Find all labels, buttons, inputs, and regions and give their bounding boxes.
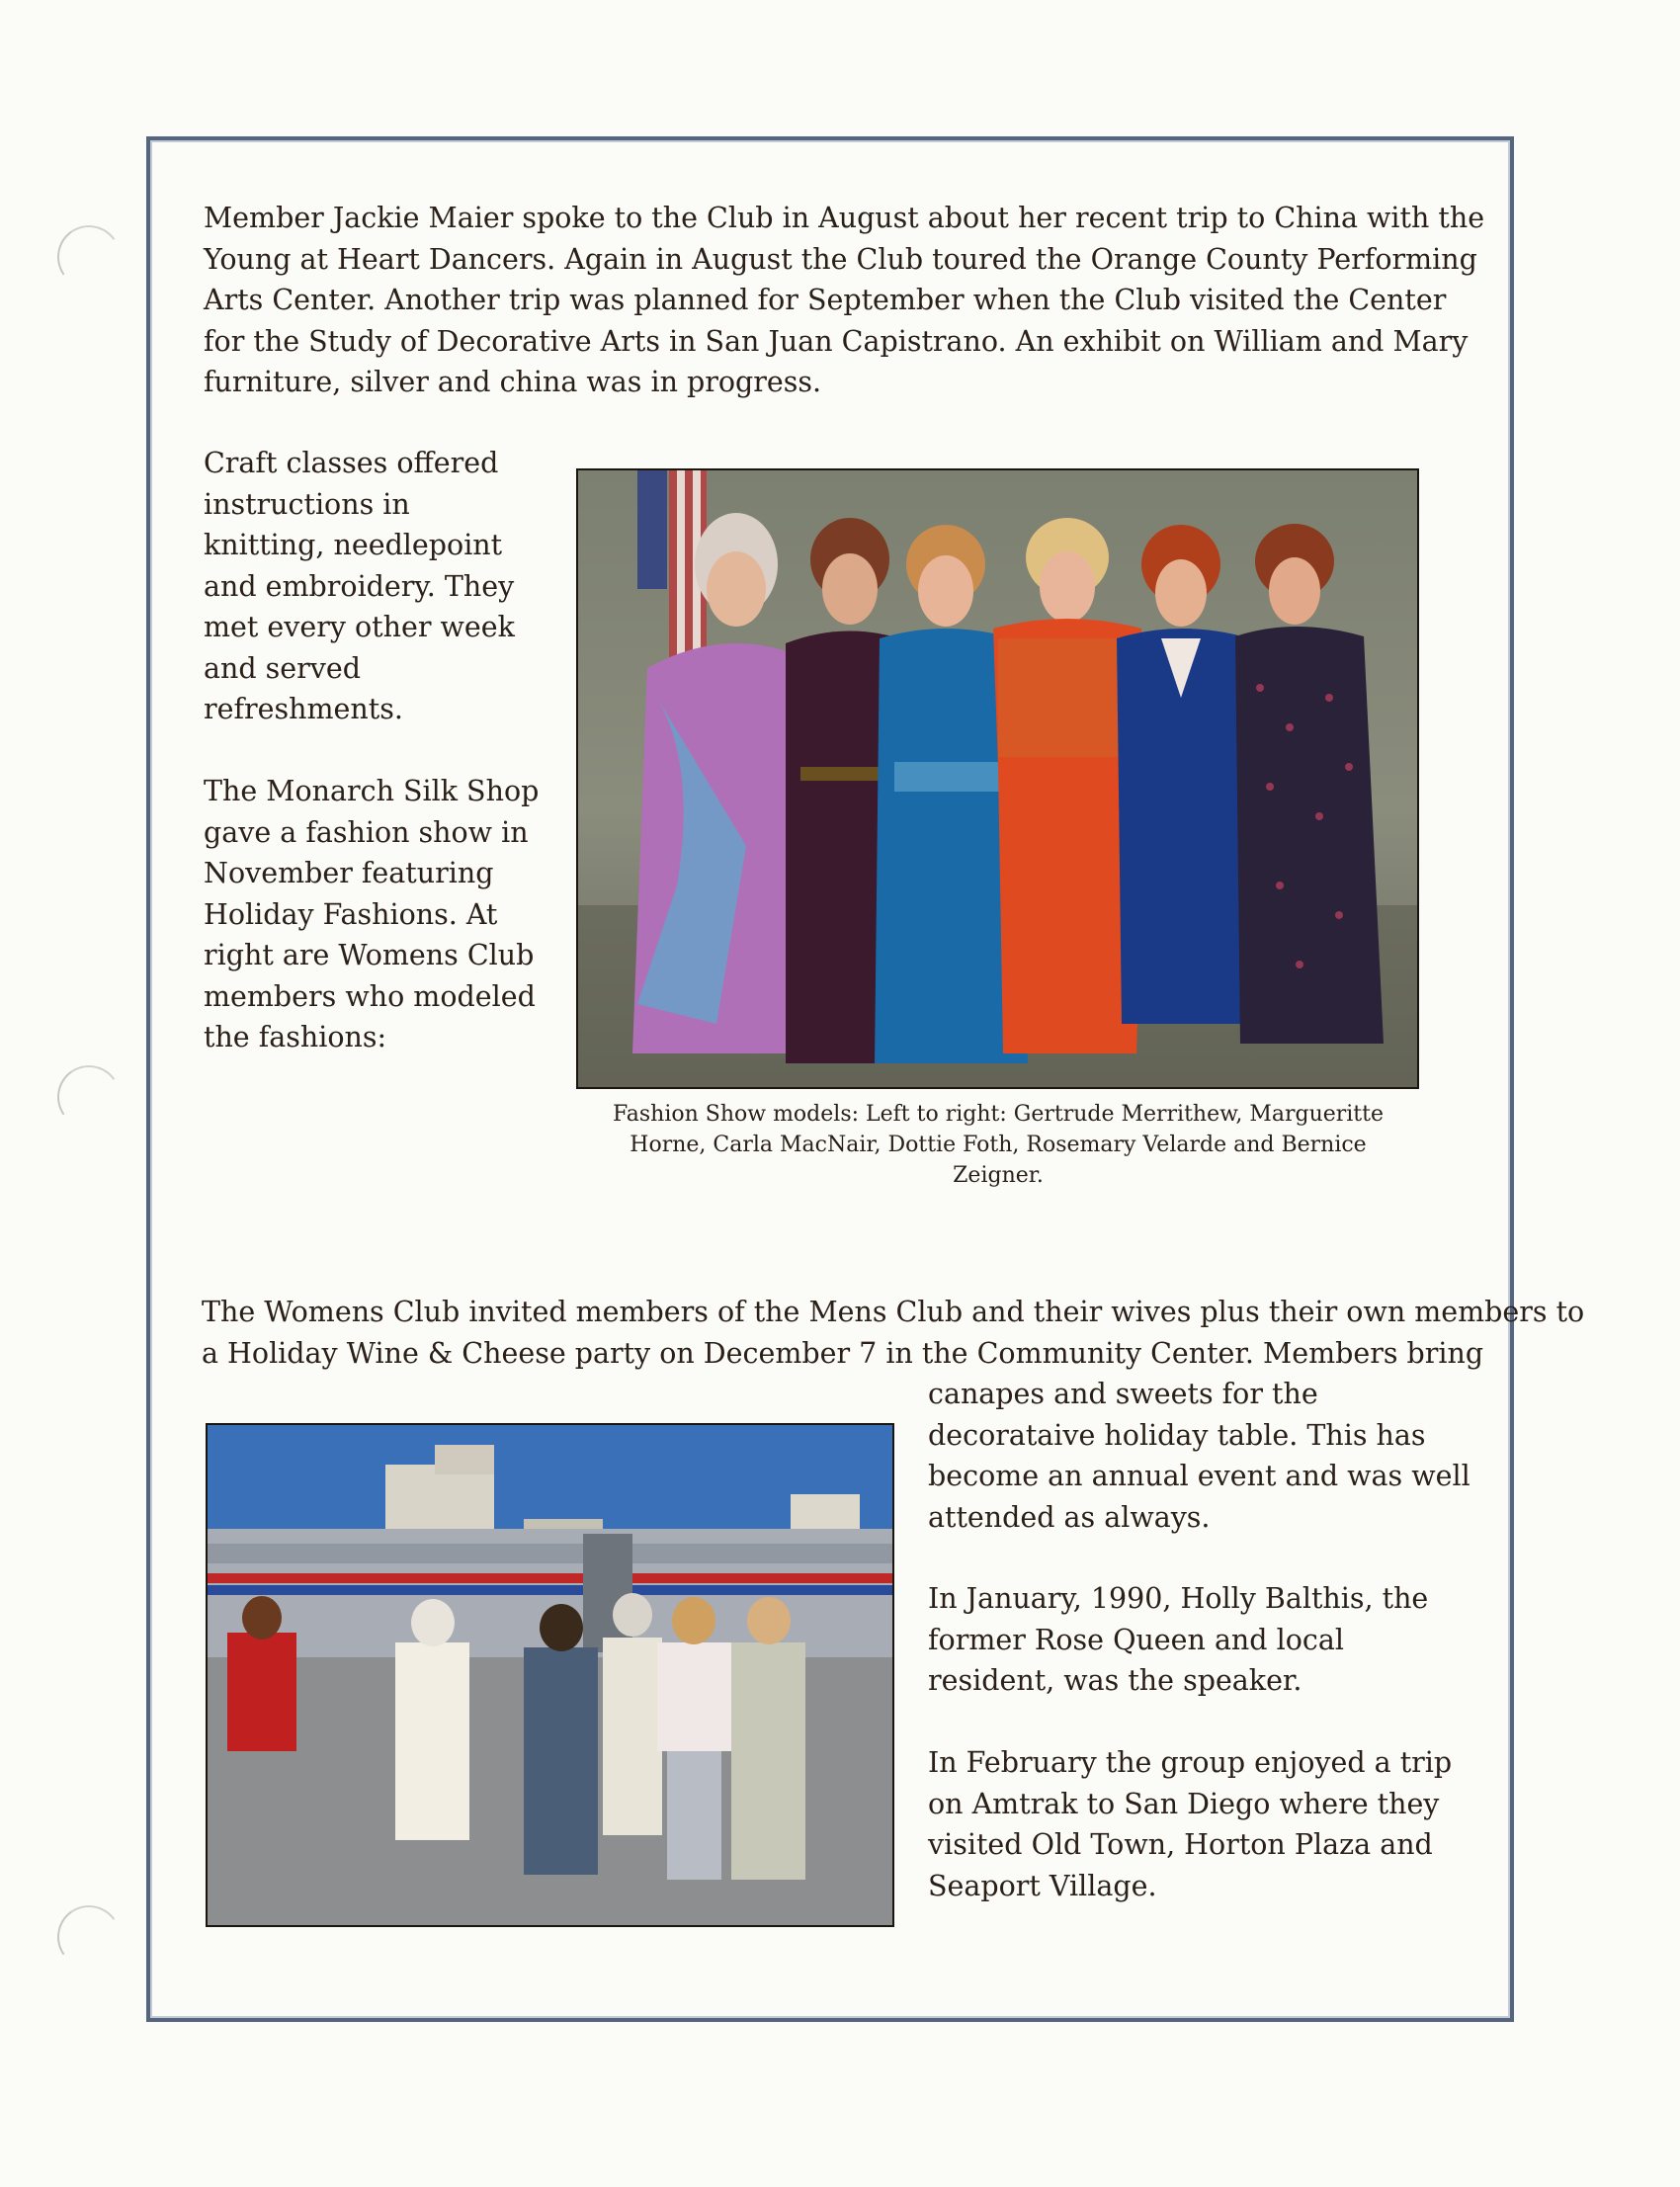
holiday-party-continuation: canapes and sweets for the decorataive holiday table. This has become an annual event and was well attended as always. — [928, 1378, 1470, 1534]
holiday-party-line-2: a Holiday Wine & Cheese party on December 7 in the Community Center. Members bring — [202, 1337, 1484, 1370]
binder-hole-bottom — [52, 1900, 126, 1974]
binder-hole-top — [52, 220, 126, 294]
intro-paragraph: Member Jackie Maier spoke to the Club in August about her recent trip to China with the Young at Heart Dancers. Again in August the Club toured the Orange County Performing Arts Center. Another trip was planned for September when the Club visited the Center for the Study of Decorative Arts in San Juan Capistrano. An exhibit on William and Mary furniture, silver and china was in progress. — [204, 202, 1485, 398]
fashion-show-paragraph: The Monarch Silk Shop gave a fashion show in November featuring Holiday Fashions. At right are Womens Club members who modeled the fashions: — [204, 775, 540, 1053]
january-speaker-paragraph: In January, 1990, Holly Balthis, the former Rose Queen and local resident, was the speaker. — [928, 1582, 1429, 1697]
fashion-photo-caption: Fashion Show models: Left to right: Gertrude Merrithew, Margueritte Horne, Carla MacNair, Dottie Foth, Rosemary Velarde and Bernice Zeigner. — [612, 1102, 1385, 1188]
amtrak-trip-photo — [206, 1423, 894, 1927]
february-trip-paragraph: In February the group enjoyed a trip on Amtrak to San Diego where they visited Old Town, Horton Plaza and Seaport Village. — [928, 1746, 1453, 1902]
craft-classes-paragraph: Craft classes offered instructions in knitting, needlepoint and embroidery. They met every other week and served refreshments. — [204, 447, 515, 725]
holiday-party-line-1: The Womens Club invited members of the Mens Club and their wives plus their own members to — [202, 1296, 1585, 1328]
fashion-show-photo-art — [578, 470, 1417, 1087]
amtrak-trip-photo-art — [208, 1425, 892, 1925]
binder-hole-middle — [52, 1060, 126, 1134]
fashion-show-photo — [576, 468, 1419, 1089]
